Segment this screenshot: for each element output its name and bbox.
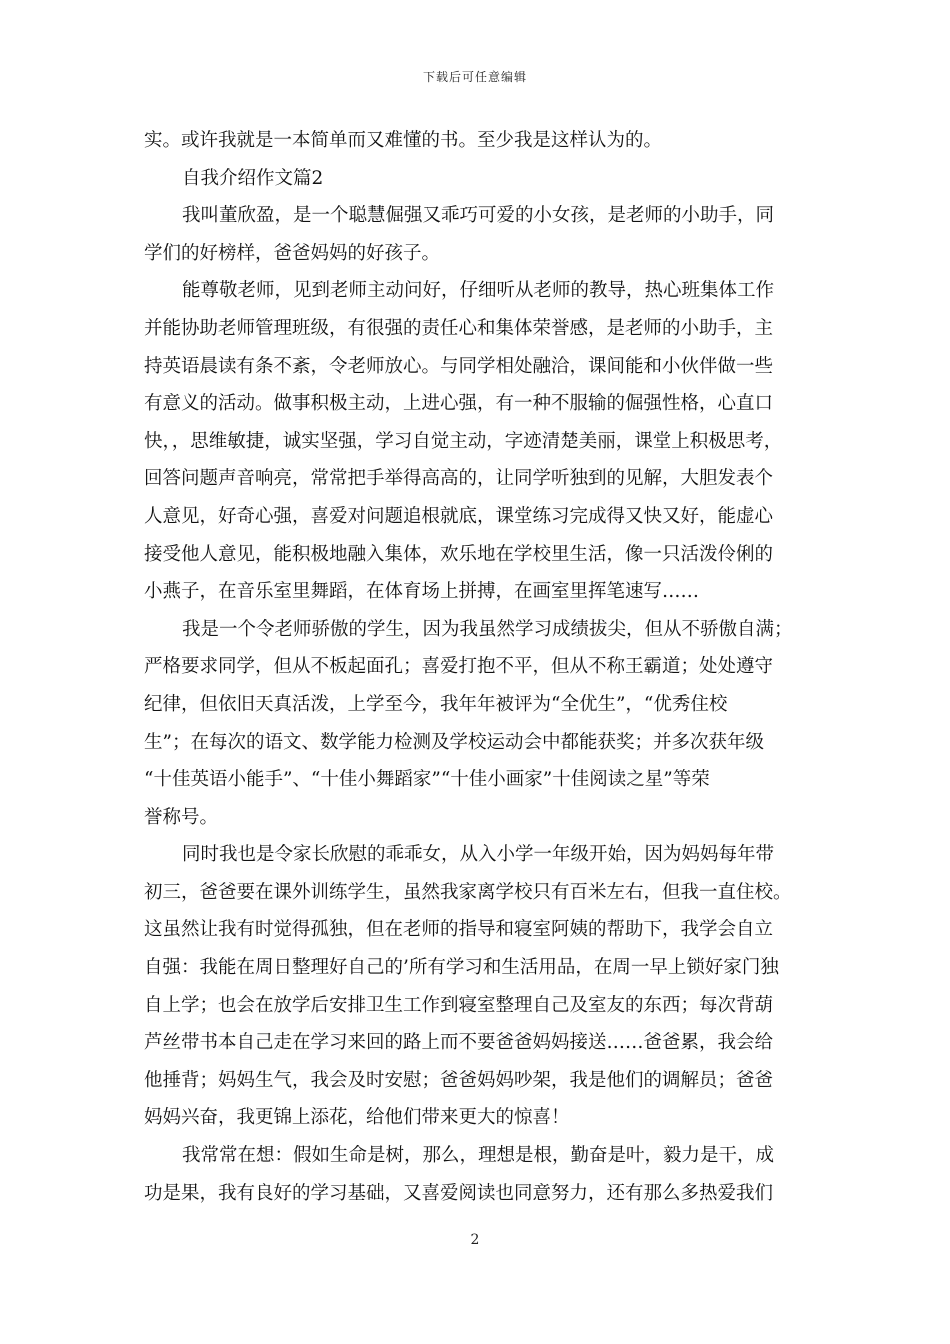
text-line: 有意义的活动。做事积极主动，上进心强，有一种不服输的倔强性格，心直口 — [144, 393, 774, 415]
page-header: 下载后可任意编辑 — [422, 70, 527, 84]
text-line: 自强：我能在周日整理好自己的’所有学习和生活用品，在周一早上锁好家门独 — [144, 957, 779, 979]
text-line: 同时我也是令家长欣慰的乖乖女，从入小学一年级开始，因为妈妈每年带 — [182, 844, 775, 866]
text-line: 实。或许我就是一本简单而又难懂的书。至少我是这样认为的。 — [144, 130, 663, 151]
text-line: 纪律，但依旧天真活泼，上学至今，我年年被评为“全优生”，“优秀住校 — [144, 693, 728, 715]
text-line: 我常常在想：假如生命是树，那么，理想是根，勤奋是叶，毅力是干，成 — [182, 1145, 775, 1167]
text-line: 妈妈兴奋，我更锦上添花，给他们带来更大的惊喜！ — [144, 1107, 570, 1129]
text-line: “十佳英语小能手”、“十佳小舞蹈家”“十佳小画家”十佳阅读之星”等荣 — [144, 769, 710, 791]
text-line: 回答问题声音响亮，常常把手举得高高的，让同学听独到的见解，大胆发表个 — [144, 468, 774, 490]
text-line: 我叫董欣盈，是一个聪慧倔强又乖巧可爱的小女孩，是老师的小助手，同 — [182, 205, 775, 227]
text-line: 这虽然让我有时觉得孤独，但在老师的指导和寝室阿姨的帮助下，我学会自立 — [144, 919, 774, 941]
text-line: 接受他人意见，能积极地融入集体，欢乐地在学校里生活，像一只活泼伶俐的 — [144, 543, 774, 565]
text-line: 自上学；也会在放学后安排卫生工作到寝室整理自己及室友的东西；每次背葫 — [144, 994, 774, 1016]
text-line: 快，，思维敏捷，诚实坚强，学习自觉主动，字迹清楚美丽，课堂上积极思考， — [144, 430, 783, 452]
text-line: 小燕子，在音乐室里舞蹈，在体育场上拼搏，在画室里挥笔速写…… — [144, 581, 700, 603]
text-line: 严格要求同学，但从不板起面孔；喜爱打抱不平，但从不称王霸道；处处遵守 — [144, 656, 774, 678]
text-line: 芦丝带书本自己走在学习来回的路上而不要爸爸妈妈接送……爸爸累，我会给 — [144, 1032, 774, 1054]
text-line: 学们的好榜样，爸爸妈妈的好孩子。 — [144, 242, 441, 264]
text-line: 能尊敬老师，见到老师主动问好，仔细听从老师的教导，热心班集体工作 — [182, 280, 775, 302]
text-line: 生”；在每次的语文、数学能力检测及学校运动会中都能获奖；并多次获年级 — [144, 731, 764, 753]
document-body — [144, 122, 812, 1212]
text-line: 并能协助老师管理班级，有很强的责任心和集体荣誉感，是老师的小助手，主 — [144, 317, 774, 339]
text-line: 功是果，我有良好的学习基础，又喜爱阅读也同意努力，还有那么多热爱我们 — [144, 1182, 774, 1204]
text-line: 持英语晨读有条不紊，令老师放心。与同学相处融洽，课间能和小伙伴做一些 — [144, 355, 774, 377]
text-line: 人意见，好奇心强，喜爱对问题追根就底，课堂练习完成得又快又好，能虚心 — [144, 505, 774, 527]
text-line: 他捶背；妈妈生气，我会及时安慰；爸爸妈妈吵架，我是他们的调解员；爸爸 — [144, 1069, 774, 1091]
page-number: 2 — [470, 1232, 480, 1248]
text-line: 初三，爸爸要在课外训练学生，虽然我家离学校只有百米左右，但我一直住校。 — [144, 881, 792, 903]
text-line: 誉称号。 — [144, 806, 219, 828]
section-title: 自我介绍作文篇2 — [182, 167, 324, 189]
text-line: 我是一个令老师骄傲的学生，因为我虽然学习成绩拔尖，但从不骄傲自满； — [182, 618, 793, 640]
